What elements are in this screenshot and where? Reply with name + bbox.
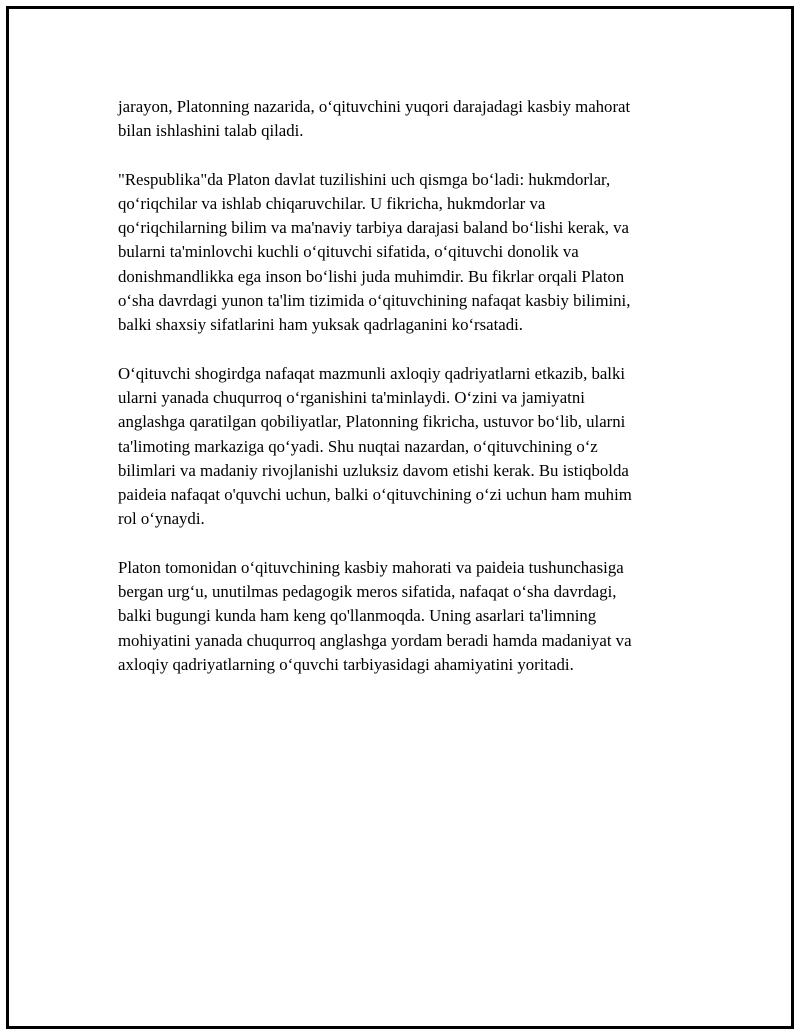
text-line: bergan urg‘u, unutilmas pedagogik meros sifatida, nafaqat o‘sha davrdagi, [118, 582, 617, 602]
text-line: "Respublika"da Platon davlat tuzilishini uch qismga bo‘ladi: hukmdorlar, [118, 169, 611, 189]
text-line: ta'limoting markaziga qo‘yadi. Shu nuqtai nazardan, o‘qituvchining o‘z [118, 436, 598, 456]
text-line: anglashga qaratilgan qobiliyatlar, Platonning fikricha, ustuvor bo‘lib, ularni [118, 412, 626, 432]
text-line: ularni yanada chuqurroq o‘rganishini ta'minlaydi. O‘zini va jamiyatni [118, 387, 585, 407]
page-frame [6, 6, 794, 1029]
text-line: paideia nafaqat o'quvchi uchun, balki o‘qituvchining o‘zi uchun ham muhim [118, 485, 632, 505]
text-line: balki bugungi kunda ham keng qo'llanmoqda. Uning asarlari ta'limning [118, 606, 597, 626]
text-line: rol o‘ynaydi. [118, 509, 205, 529]
text-line: donishmandlikka ega inson bo‘lishi juda muhimdir. Bu fikrlar orqali Platon [118, 266, 625, 286]
text-line: o‘sha davrdagi yunon ta'lim tizimida o‘qituvchining nafaqat kasbiy bilimini, [118, 291, 631, 311]
text-line: qo‘riqchilar va ishlab chiqaruvchilar. U fikricha, hukmdorlar va [118, 193, 546, 213]
paragraph-2 [118, 168, 718, 338]
text-line: bularni ta'minlovchi kuchli o‘qituvchi sifatida, o‘qituvchi donolik va [118, 242, 579, 262]
document-body [118, 95, 718, 701]
paragraph-1 [118, 95, 718, 144]
text-line: Platon tomonidan o‘qituvchining kasbiy mahorati va paideia tushunchasiga [118, 557, 624, 577]
text-line: qo‘riqchilarning bilim va ma'naviy tarbiya darajasi baland bo‘lishi kerak, va [118, 218, 629, 238]
text-line: bilimlari va madaniy rivojlanishi uzluksiz davom etishi kerak. Bu istiqbolda [118, 460, 629, 480]
text-line: O‘qituvchi shogirdga nafaqat mazmunli axloqiy qadriyatlarni etkazib, balki [118, 363, 626, 383]
text-line: mohiyatini yanada chuqurroq anglashga yordam beradi hamda madaniyat va [118, 630, 632, 650]
text-line: axloqiy qadriyatlarning o‘quvchi tarbiyasidagi ahamiyatini yoritadi. [118, 654, 574, 674]
text-line: jarayon, Platonning nazarida, o‘qituvchini yuqori darajadagi kasbiy mahorat [118, 97, 631, 116]
text-line: balki shaxsiy sifatlarini ham yuksak qadrlaganini ko‘rsatadi. [118, 315, 523, 335]
text-line: bilan ishlashini talab qiladi. [118, 121, 304, 141]
paragraph-4 [118, 556, 718, 677]
paragraph-3 [118, 362, 718, 532]
